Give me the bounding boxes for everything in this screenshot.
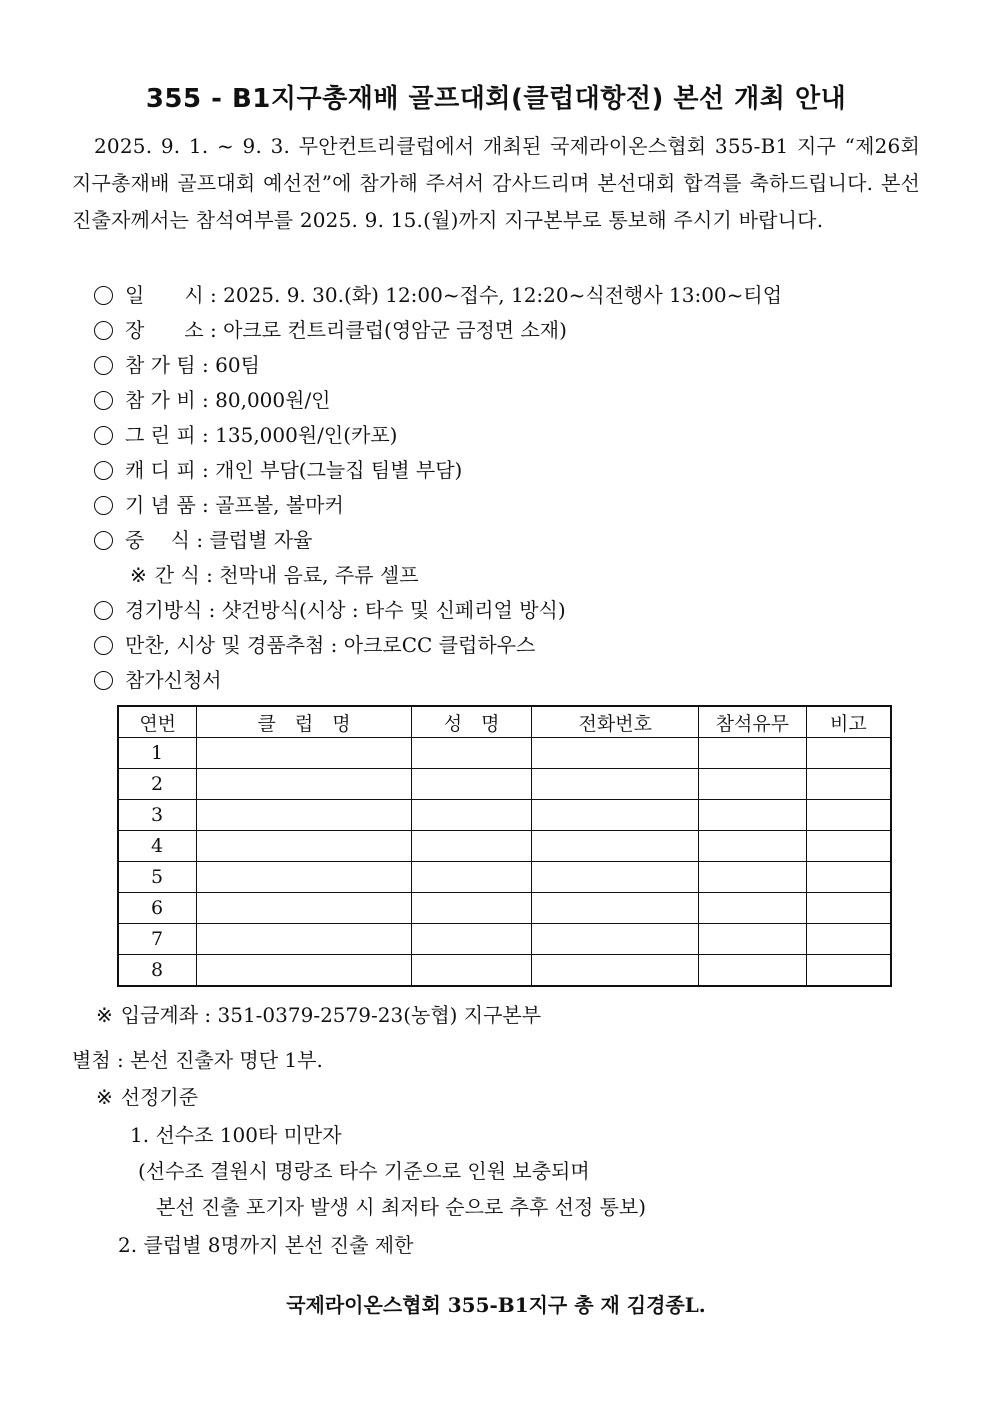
info-label: 간 식 bbox=[154, 563, 200, 587]
name-cell[interactable] bbox=[411, 893, 532, 924]
phone-cell[interactable] bbox=[532, 831, 699, 862]
info-game-method bbox=[94, 593, 782, 628]
row-number: 5 bbox=[118, 862, 197, 893]
note-cell[interactable] bbox=[806, 893, 891, 924]
info-value: : 골프볼, 볼마커 bbox=[202, 493, 344, 517]
name-cell[interactable] bbox=[411, 862, 532, 893]
phone-cell[interactable] bbox=[532, 800, 699, 831]
info-value: : 80,000원/인 bbox=[202, 388, 331, 412]
club-cell[interactable] bbox=[197, 738, 411, 769]
intro-paragraph bbox=[72, 128, 920, 239]
circle-bullet-icon bbox=[94, 601, 113, 620]
table-row bbox=[118, 893, 891, 924]
club-cell[interactable] bbox=[197, 831, 411, 862]
attendance-cell[interactable] bbox=[698, 893, 806, 924]
club-cell[interactable] bbox=[197, 924, 411, 955]
attendance-cell[interactable] bbox=[698, 738, 806, 769]
circle-bullet-icon bbox=[94, 286, 113, 305]
name-cell[interactable] bbox=[411, 738, 532, 769]
info-teams bbox=[94, 348, 782, 383]
row-number: 1 bbox=[118, 738, 197, 769]
col-header-number: 연번 bbox=[118, 706, 197, 738]
phone-cell[interactable] bbox=[532, 862, 699, 893]
col-header-note: 비고 bbox=[806, 706, 891, 738]
table-row bbox=[118, 738, 891, 769]
row-number: 7 bbox=[118, 924, 197, 955]
info-date bbox=[94, 278, 782, 313]
circle-bullet-icon bbox=[94, 496, 113, 515]
circle-bullet-icon bbox=[94, 391, 113, 410]
criteria-item-1: 1. 선수조 100타 미만자 bbox=[130, 1123, 342, 1147]
club-cell[interactable] bbox=[197, 769, 411, 800]
col-header-phone: 전화번호 bbox=[532, 706, 699, 738]
info-label: 참 가 비 bbox=[125, 388, 196, 412]
note-cell[interactable] bbox=[806, 924, 891, 955]
info-value: : 천막내 음료, 주류 셀프 bbox=[206, 563, 419, 587]
table-header-row bbox=[118, 706, 891, 738]
reference-mark-icon: ※ bbox=[96, 1003, 113, 1027]
info-label: 경기방식 bbox=[125, 598, 203, 622]
col-header-name: 성 명 bbox=[411, 706, 532, 738]
info-value: : 135,000원/인(카포) bbox=[202, 423, 398, 447]
note-cell[interactable] bbox=[806, 769, 891, 800]
circle-bullet-icon bbox=[94, 636, 113, 655]
row-number: 6 bbox=[118, 893, 197, 924]
note-cell[interactable] bbox=[806, 738, 891, 769]
event-info-list bbox=[94, 278, 782, 698]
row-number: 3 bbox=[118, 800, 197, 831]
name-cell[interactable] bbox=[411, 924, 532, 955]
note-cell[interactable] bbox=[806, 862, 891, 893]
info-label: 중 식 bbox=[125, 528, 190, 552]
table-row bbox=[118, 955, 891, 987]
info-dinner bbox=[94, 628, 782, 663]
club-cell[interactable] bbox=[197, 800, 411, 831]
attendance-cell[interactable] bbox=[698, 800, 806, 831]
col-header-attendance: 참석유무 bbox=[698, 706, 806, 738]
attendance-cell[interactable] bbox=[698, 862, 806, 893]
attendance-cell[interactable] bbox=[698, 955, 806, 987]
club-cell[interactable] bbox=[197, 862, 411, 893]
page-title: 355 - B1지구총재배 골프대회(클럽대항전) 본선 개최 안내 bbox=[145, 84, 847, 114]
criteria-title bbox=[96, 1079, 198, 1115]
circle-bullet-icon bbox=[94, 321, 113, 340]
name-cell[interactable] bbox=[411, 955, 532, 987]
info-label: 일 시 bbox=[125, 283, 204, 307]
info-caddie-fee bbox=[94, 453, 782, 488]
info-label: 참 가 팀 bbox=[125, 353, 196, 377]
info-label: 캐 디 피 bbox=[125, 458, 196, 482]
row-number: 8 bbox=[118, 955, 197, 987]
criteria-item-2: 2. 클럽별 8명까지 본선 진출 제한 bbox=[118, 1233, 414, 1257]
info-green-fee bbox=[94, 418, 782, 453]
info-label: 참가신청서 bbox=[125, 668, 222, 692]
info-value: : 60팀 bbox=[202, 353, 260, 377]
account-text: 입금계좌 : 351-0379-2579-23(농협) 지구본부 bbox=[120, 1003, 542, 1027]
row-number: 4 bbox=[118, 831, 197, 862]
criteria-item-1-note-1: (선수조 결원시 명랑조 타수 기준으로 인원 보충되며 bbox=[138, 1159, 590, 1183]
attendance-cell[interactable] bbox=[698, 769, 806, 800]
phone-cell[interactable] bbox=[532, 769, 699, 800]
info-label: 장 소 bbox=[125, 318, 204, 342]
col-header-club: 클 럽 명 bbox=[197, 706, 411, 738]
table-row bbox=[118, 800, 891, 831]
info-value: : 클럽별 자율 bbox=[196, 528, 313, 552]
info-label: 만찬, 시상 및 경품추첨 bbox=[125, 633, 325, 657]
phone-cell[interactable] bbox=[532, 924, 699, 955]
info-fee bbox=[94, 383, 782, 418]
table-row bbox=[118, 924, 891, 955]
name-cell[interactable] bbox=[411, 831, 532, 862]
circle-bullet-icon bbox=[94, 426, 113, 445]
circle-bullet-icon bbox=[94, 356, 113, 375]
reference-mark-icon: ※ bbox=[96, 1085, 113, 1109]
info-value: : 샷건방식(시상 : 타수 및 신페리얼 방식) bbox=[208, 598, 566, 622]
application-table bbox=[117, 705, 892, 987]
club-cell[interactable] bbox=[197, 893, 411, 924]
info-value: : 아크로CC 클럽하우스 bbox=[330, 633, 536, 657]
phone-cell[interactable] bbox=[532, 738, 699, 769]
account-info bbox=[96, 997, 541, 1033]
circle-bullet-icon bbox=[94, 461, 113, 480]
info-label: 기 념 품 bbox=[125, 493, 196, 517]
table-row bbox=[118, 862, 891, 893]
row-number: 2 bbox=[118, 769, 197, 800]
club-cell[interactable] bbox=[197, 955, 411, 987]
info-value: : 아크로 컨트리클럽(영암군 금정면 소재) bbox=[210, 318, 567, 342]
intro-text: 2025. 9. 1. ~ 9. 3. 무안컨트리클럽에서 개최된 국제라이온스협회 355-B1 지구 “제26회 지구총재배 골프대회 예선전”에 참가해 주셔서 감사드리며 본선대회 합격를 축하드립니다. 본선 진출자께서는 참석여부를 2025. 9. 15.(월)까지 지구본부로 통보해 주시기 바랍니다. bbox=[72, 134, 920, 232]
circle-bullet-icon bbox=[94, 671, 113, 690]
name-cell[interactable] bbox=[411, 800, 532, 831]
attachment-note: 별첨 : 본선 진출자 명단 1부. bbox=[72, 1048, 323, 1072]
phone-cell[interactable] bbox=[532, 955, 699, 987]
phone-cell[interactable] bbox=[532, 893, 699, 924]
attendance-cell[interactable] bbox=[698, 924, 806, 955]
attendance-cell[interactable] bbox=[698, 831, 806, 862]
info-label: 그 린 피 bbox=[125, 423, 196, 447]
info-lunch bbox=[94, 523, 782, 558]
signature-line: 국제라이온스협회 355-B1지구 총 재 김경종L. bbox=[286, 1293, 706, 1317]
criteria-item-1-note-2: 본선 진출 포기자 발생 시 최저타 순으로 추후 선정 통보) bbox=[156, 1195, 647, 1219]
reference-mark-icon: ※ bbox=[130, 563, 147, 587]
criteria-title-text: 선정기준 bbox=[120, 1085, 199, 1109]
note-cell[interactable] bbox=[806, 955, 891, 987]
table-row bbox=[118, 831, 891, 862]
info-souvenir bbox=[94, 488, 782, 523]
name-cell[interactable] bbox=[411, 769, 532, 800]
info-value: : 개인 부담(그늘집 팀별 부담) bbox=[202, 458, 463, 482]
info-value: : 2025. 9. 30.(화) 12:00~접수, 12:20~식전행사 13:00~티업 bbox=[210, 283, 783, 307]
note-cell[interactable] bbox=[806, 831, 891, 862]
info-snack bbox=[94, 558, 782, 593]
table-row bbox=[118, 769, 891, 800]
info-place bbox=[94, 313, 782, 348]
circle-bullet-icon bbox=[94, 531, 113, 550]
info-application bbox=[94, 663, 782, 698]
note-cell[interactable] bbox=[806, 800, 891, 831]
